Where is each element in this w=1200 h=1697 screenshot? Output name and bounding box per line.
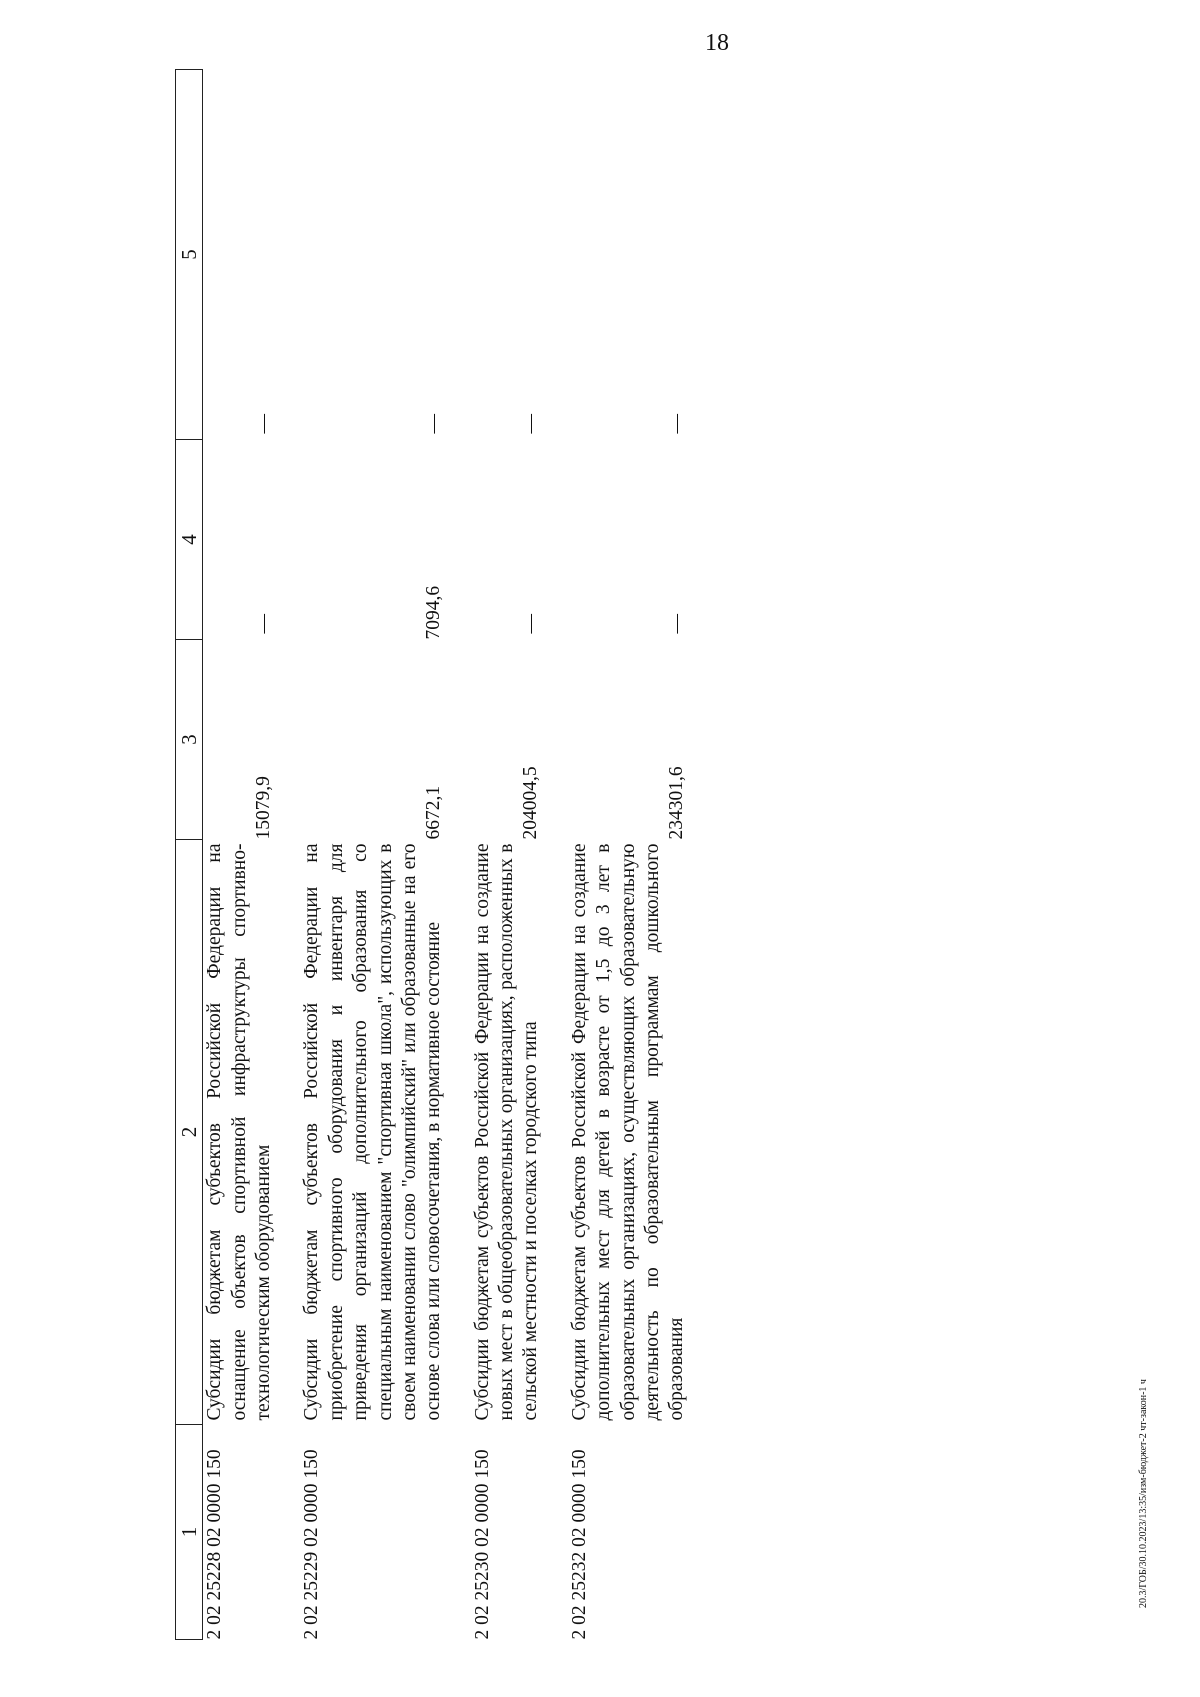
value-column-4: — <box>666 614 688 634</box>
table-row <box>568 70 714 1640</box>
value-column-5: — <box>253 414 274 434</box>
column-header-2: 2 <box>176 840 203 1425</box>
value-column-4: — <box>520 614 542 634</box>
value-column-3: 204004,5 <box>520 766 542 840</box>
row-description: Субсидии бюджетам субъектов Российской Федерации на приобретение спортивного оборудования и инвентаря для приведения организаций дополнительного образования со специальным наименованием "спортивная школа", использующих в своем наименовании слово "олимпийский" или образованные на его основе слова или словосочетания, в нормативное состояние <box>301 843 445 1421</box>
value-column-3: 15079,9 <box>253 776 274 840</box>
budget-code: 2 02 25229 02 0000 150 <box>301 1449 323 1640</box>
table-row <box>471 70 568 1640</box>
value-column-4: — <box>253 614 274 634</box>
column-header-5: 5 <box>176 70 203 440</box>
budget-code: 2 02 25230 02 0000 150 <box>471 1449 493 1640</box>
table-row <box>203 70 301 1640</box>
row-description: Субсидии бюджетам субъектов Российской Федерации на создание дополнительных мест для детей в возрасте от 1,5 до 3 лет в образовательных организациях, осуществляющих образовательную деятельность по образовательным программам дошкольного образования <box>568 843 688 1421</box>
budget-code: 2 02 25232 02 0000 150 <box>568 1449 590 1640</box>
table-row <box>300 70 470 1640</box>
document-footer-code: 20.3/ГОБ/30.10.2023/13:35/изм-бюджет-2 чт-закон-1 ч <box>1138 1379 1149 1608</box>
column-header-3: 3 <box>176 640 203 840</box>
value-column-4: 7094,6 <box>423 585 445 640</box>
budget-code: 2 02 25228 02 0000 150 <box>204 1449 226 1640</box>
row-description: Субсидии бюджетам субъектов Российской Федерации на создание новых мест в общеобразовательных организациях, расположенных в сельской местности и поселках городского типа <box>471 843 542 1421</box>
value-column-3: 234301,6 <box>666 766 688 840</box>
page-number: 18 <box>705 30 729 56</box>
rotated-table-container <box>175 70 1035 1640</box>
value-column-5: — <box>520 414 542 434</box>
column-header-1: 1 <box>176 1425 203 1640</box>
value-column-3: 6672,1 <box>423 785 445 840</box>
row-description: Субсидии бюджетам субъектов Российской Федерации на оснащение объектов спортивной инфраструктуры спортивно-технологическим оборудованием <box>204 843 274 1421</box>
value-column-5: — <box>666 414 688 434</box>
table-header-row <box>176 70 203 1640</box>
column-header-4: 4 <box>176 440 203 640</box>
value-column-5: — <box>423 414 445 434</box>
budget-table <box>175 69 714 1640</box>
